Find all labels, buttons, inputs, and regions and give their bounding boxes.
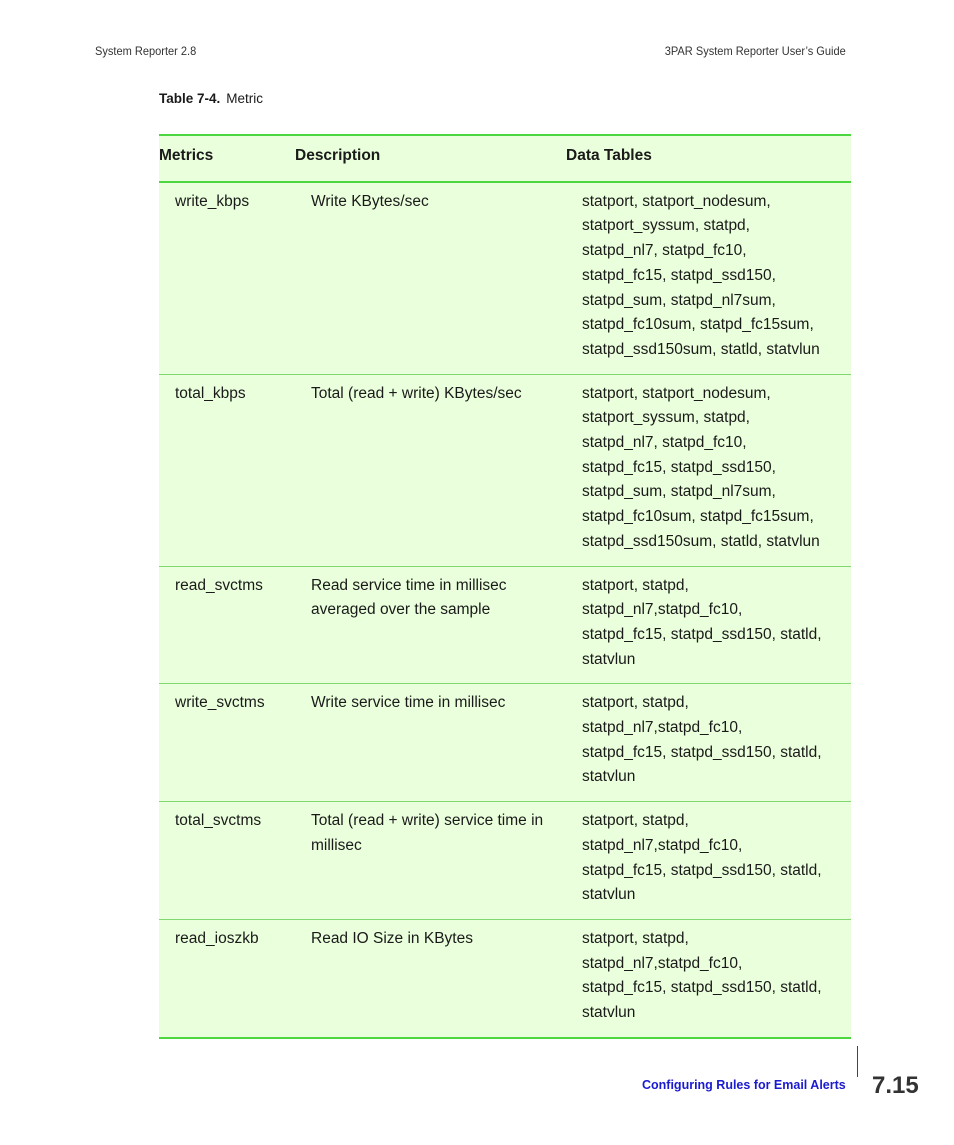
data-table-line: statpd_nl7,statpd_fc10, bbox=[582, 601, 743, 619]
section-link[interactable]: Configuring Rules for Email Alerts bbox=[642, 1078, 846, 1092]
data-tables-cell bbox=[566, 567, 851, 684]
description-cell: Write KBytes/sec bbox=[311, 192, 429, 210]
data-table-line: statport, statpd, bbox=[582, 812, 689, 830]
table-row bbox=[159, 375, 851, 567]
data-table-line: statvlun bbox=[582, 886, 636, 904]
column-header-metrics: Metrics bbox=[159, 147, 214, 164]
description-cell: Total (read + write) service time in millisec bbox=[311, 812, 544, 854]
column-header-description: Description bbox=[295, 147, 381, 164]
table-row bbox=[159, 567, 851, 685]
data-table-line: statpd_fc15, statpd_ssd150, statld, bbox=[582, 625, 822, 643]
data-table-line: statport, statpd, bbox=[582, 576, 689, 594]
data-table-line: statpd_ssd150sum, statld, statvlun bbox=[582, 532, 820, 550]
data-table-line: statvlun bbox=[582, 1004, 636, 1022]
table-caption bbox=[159, 91, 263, 106]
data-table-line: statpd_fc15, statpd_ssd150, bbox=[582, 266, 776, 284]
data-table-line: statpd_nl7,statpd_fc10, bbox=[582, 719, 743, 737]
data-table-line: statport, statport_nodesum, bbox=[582, 384, 771, 402]
data-table-line: statpd_sum, statpd_nl7sum, bbox=[582, 291, 776, 309]
data-table-line: statport, statport_nodesum, bbox=[582, 192, 771, 210]
data-table-line: statport, statpd, bbox=[582, 929, 689, 947]
page-number: 7.15 bbox=[872, 1072, 919, 1099]
metric-cell: read_ioszkb bbox=[175, 929, 259, 947]
data-table-line: statpd_sum, statpd_nl7sum, bbox=[582, 483, 776, 501]
data-table-line: statport, statpd, bbox=[582, 694, 689, 712]
table-header-row bbox=[159, 136, 851, 183]
data-table-line: statvlun bbox=[582, 650, 636, 668]
description-cell: Read service time in millisec averaged over the sample bbox=[311, 576, 507, 619]
data-table-line: statpd_nl7, statpd_fc10, bbox=[582, 434, 747, 452]
data-table-line: statport_syssum, statpd, bbox=[582, 217, 750, 235]
data-table-line: statpd_nl7, statpd_fc10, bbox=[582, 242, 747, 260]
data-table-line: statpd_fc15, statpd_ssd150, bbox=[582, 458, 776, 476]
data-tables-cell bbox=[566, 183, 851, 374]
table-row bbox=[159, 920, 851, 1037]
metric-cell: write_kbps bbox=[175, 192, 250, 210]
data-tables-cell bbox=[566, 684, 851, 801]
data-table-line: statpd_fc15, statpd_ssd150, statld, bbox=[582, 743, 822, 761]
data-table-line: statport_syssum, statpd, bbox=[582, 409, 750, 427]
column-header-data-tables: Data Tables bbox=[566, 147, 652, 164]
running-header-right: 3PAR System Reporter User’s Guide bbox=[664, 44, 846, 58]
data-table-line: statpd_nl7,statpd_fc10, bbox=[582, 836, 743, 854]
description-cell: Read IO Size in KBytes bbox=[311, 929, 473, 947]
table-title: Metric bbox=[226, 91, 264, 106]
data-tables-cell bbox=[566, 375, 851, 566]
data-table-line: statpd_fc15, statpd_ssd150, statld, bbox=[582, 861, 822, 879]
table-row bbox=[159, 183, 851, 375]
data-table-line: statpd_fc10sum, statpd_fc15sum, bbox=[582, 508, 814, 526]
data-table-line: statvlun bbox=[582, 768, 636, 786]
metric-cell: read_svctms bbox=[175, 576, 263, 594]
table-row bbox=[159, 684, 851, 802]
data-tables-cell bbox=[566, 920, 851, 1037]
description-cell: Total (read + write) KBytes/sec bbox=[311, 384, 522, 402]
data-table-line: statpd_ssd150sum, statld, statvlun bbox=[582, 340, 820, 358]
data-table-line: statpd_fc10sum, statpd_fc15sum, bbox=[582, 316, 814, 334]
running-header-left: System Reporter 2.8 bbox=[95, 44, 197, 58]
footer-divider bbox=[857, 1046, 858, 1077]
metric-cell: write_svctms bbox=[175, 694, 265, 712]
metric-cell: total_svctms bbox=[175, 812, 262, 830]
data-table-line: statpd_fc15, statpd_ssd150, statld, bbox=[582, 979, 822, 997]
metric-cell: total_kbps bbox=[175, 384, 246, 402]
data-tables-cell bbox=[566, 802, 851, 919]
description-cell: Write service time in millisec bbox=[311, 694, 506, 712]
metric-table bbox=[159, 134, 851, 1039]
table-row bbox=[159, 802, 851, 920]
table-number: Table 7-4. bbox=[159, 91, 221, 106]
data-table-line: statpd_nl7,statpd_fc10, bbox=[582, 954, 743, 972]
